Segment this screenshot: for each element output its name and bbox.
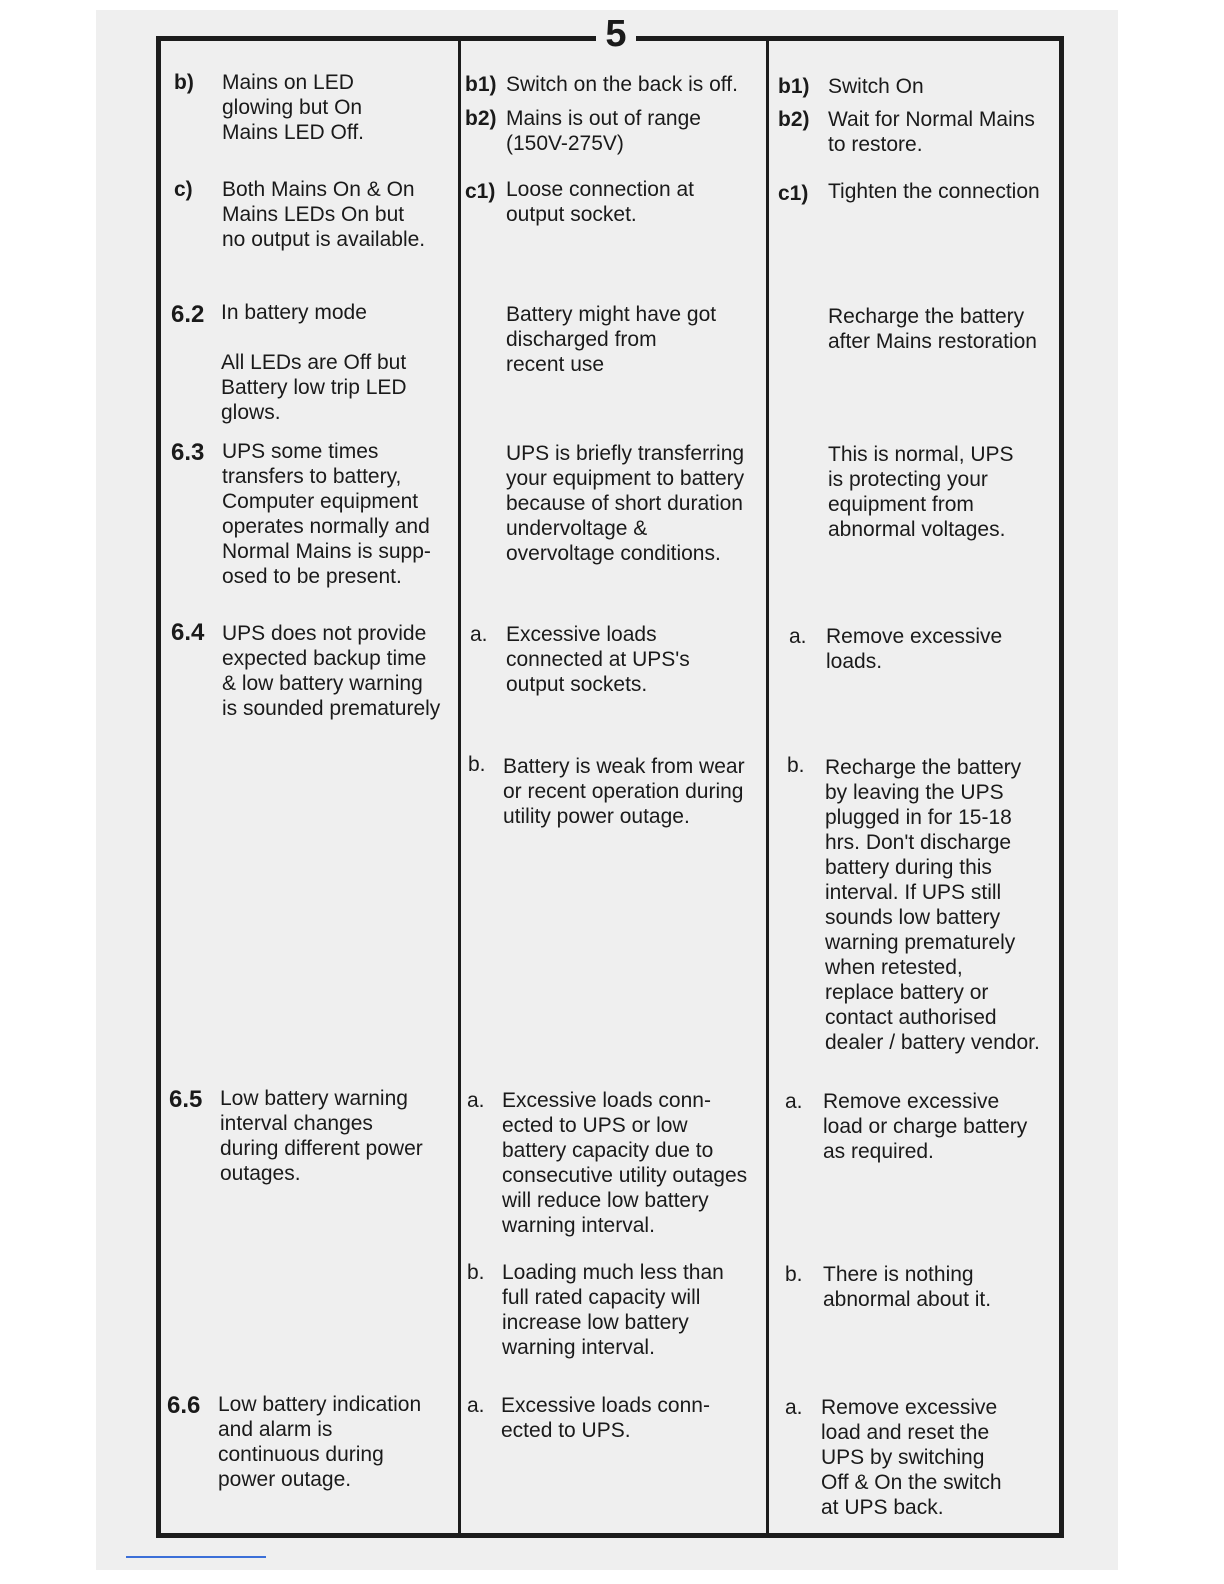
row-marker: 6.5 [169, 1086, 203, 1113]
cause-marker: b1) [465, 73, 497, 96]
row-marker: b) [174, 71, 194, 94]
problem-text: Mains on LED glowing but On Mains LED Off. [222, 71, 364, 144]
solution-text: Wait for Normal Mains to restore. [828, 108, 1035, 156]
cause-text: Battery might have got discharged from recent use [506, 303, 717, 376]
cause-text: Battery is weak from wear or recent operation during utility power outage. [503, 755, 745, 828]
solution-text: Recharge the battery after Mains restoration [828, 305, 1037, 353]
cause-marker: b2) [465, 107, 497, 130]
cause-text: UPS is briefly transferring your equipment to battery because of short duration undervoltage & overvoltage conditions. [506, 442, 745, 565]
cause-text: Excessive loads conn- ected to UPS or low battery capacity due to consecutive utility outages will reduce low battery warning interval. [502, 1089, 748, 1237]
cause-text: Mains is out of range (150V-275V) [506, 107, 701, 155]
row-marker: 6.4 [171, 619, 205, 646]
cause-text: Switch on the back is off. [506, 73, 738, 96]
solution-text: There is nothing abnormal about it. [823, 1263, 992, 1311]
problem-text: UPS does not provide expected backup time & low battery warning is sounded prematurely [222, 622, 441, 720]
problem-text: Low battery warning interval changes during different power outages. [220, 1087, 423, 1185]
row-marker: c) [174, 178, 193, 201]
footer-link-underline [126, 1556, 266, 1558]
cause-marker: a. [467, 1089, 485, 1112]
solution-marker: b1) [778, 75, 810, 98]
row-marker: 6.6 [167, 1392, 201, 1419]
solution-marker: a. [789, 625, 807, 648]
cause-text: Loading much less than full rated capacity will increase low battery warning interval. [502, 1261, 724, 1359]
problem-text: Both Mains On & On Mains LEDs On but no output is available. [222, 178, 426, 251]
cause-text: Excessive loads conn- ected to UPS. [501, 1394, 710, 1442]
problem-text: UPS some times transfers to battery, Computer equipment operates normally and Normal Mains is supp- osed to be present. [222, 440, 431, 588]
cause-text: Loose connection at output socket. [506, 178, 694, 226]
problem-text: In battery mode All LEDs are Off but Battery low trip LED glows. [221, 301, 407, 424]
cause-marker: a. [470, 623, 488, 646]
column-divider-2 [766, 40, 769, 1534]
solution-text: This is normal, UPS is protecting your equipment from abnormal voltages. [828, 443, 1014, 541]
cause-marker: b. [467, 1261, 485, 1284]
solution-text: Remove excessive loads. [826, 625, 1003, 673]
solution-text: Tighten the connection [828, 180, 1040, 203]
solution-marker: b. [787, 754, 805, 777]
solution-marker: b2) [778, 108, 810, 131]
cause-text: Excessive loads connected at UPS's output sockets. [506, 623, 690, 696]
cause-marker: a. [467, 1394, 485, 1417]
solution-text: Remove excessive load and reset the UPS by switching Off & On the switch at UPS back. [821, 1396, 1002, 1519]
cause-marker: b. [468, 753, 486, 776]
row-marker: 6.2 [171, 301, 205, 328]
page-number: 5 [596, 14, 636, 54]
solution-text: Remove excessive load or charge battery as required. [823, 1090, 1028, 1163]
cause-marker: c1) [465, 180, 496, 203]
problem-text: Low battery indication and alarm is continuous during power outage. [218, 1393, 422, 1491]
solution-marker: c1) [778, 182, 809, 205]
solution-marker: a. [785, 1396, 803, 1419]
solution-text: Switch On [828, 75, 924, 98]
solution-text: Recharge the battery by leaving the UPS plugged in for 15-18 hrs. Don't discharge battery during this interval. If UPS still sounds low battery warning prematurely when retested, replace battery or contact authorised dealer / battery vendor. [825, 756, 1040, 1054]
column-divider-1 [458, 40, 461, 1534]
row-marker: 6.3 [171, 439, 205, 466]
solution-marker: b. [785, 1263, 803, 1286]
solution-marker: a. [785, 1090, 803, 1113]
